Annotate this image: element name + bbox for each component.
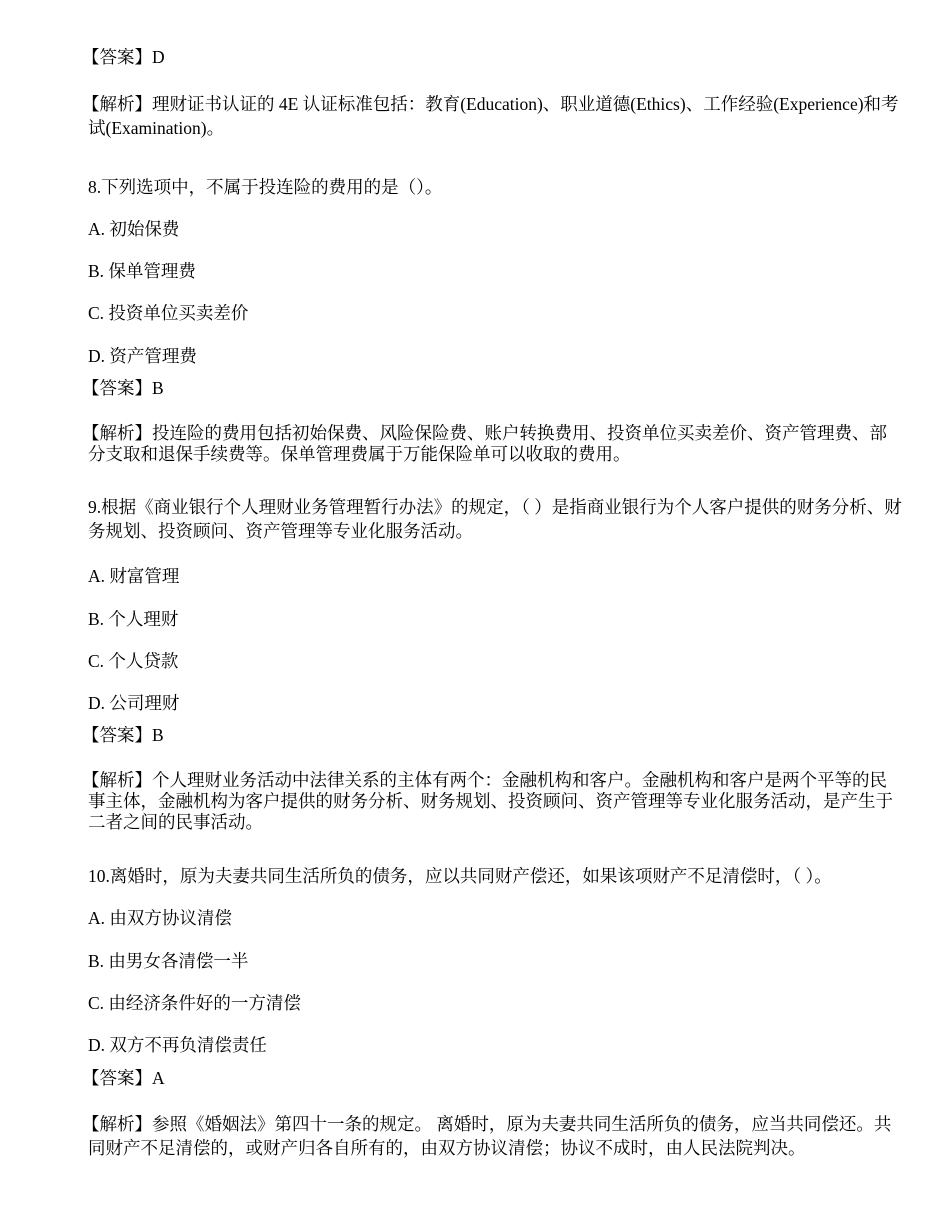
q9-analysis: 【解析】个人理财业务活动中法律关系的主体有两个：金融机构和客户。金融机构和客户是两个平等的民事主体，金融机构为客户提供的财务分析、财务规划、投资顾问、资产管理等专业化服务活动，是产生于二者之间的民事活动。 — [82, 770, 893, 832]
q8-answer: 【答案】B — [82, 378, 164, 398]
q9-option-b: B. 个人理财 — [88, 609, 179, 629]
q7-analysis: 【解析】理财证书认证的 4E 认证标准包括：教育(Education)、职业道德(Ethics)、工作经验(Experience)和考试(Examination)。 — [82, 94, 899, 138]
q10-option-d: D. 双方不再负清偿责任 — [88, 1035, 267, 1055]
q10-answer: 【答案】A — [82, 1068, 165, 1088]
q10-option-b: B. 由男女各清偿一半 — [88, 951, 249, 971]
q10-option-a: A. 由双方协议清偿 — [88, 908, 232, 928]
q8-question: 8.下列选项中，不属于投连险的费用的是（）。 — [88, 177, 443, 197]
q10-analysis: 【解析】参照《婚姻法》第四十一条的规定。 离婚时，原为夫妻共同生活所负的债务，应当共同偿还。共同财产不足清偿的，或财产归各自所有的，由双方协议清偿；协议不成时，由人民法院判决。 — [82, 1114, 892, 1158]
q10-option-c: C. 由经济条件好的一方清偿 — [88, 993, 301, 1013]
q8-option-b: B. 保单管理费 — [88, 261, 196, 281]
q9-question: 9.根据《商业银行个人理财业务管理暂行办法》的规定，（ ）是指商业银行为个人客户提供的财务分析、财务规划、投资顾问、资产管理等专业化服务活动。 — [88, 497, 902, 541]
q7-answer: 【答案】D — [82, 47, 165, 67]
q10-question: 10.离婚时，原为夫妻共同生活所负的债务，应以共同财产偿还，如果该项财产不足清偿时，（ ）。 — [88, 866, 832, 886]
q9-option-a: A. 财富管理 — [88, 566, 180, 586]
q8-option-a: A. 初始保费 — [88, 219, 180, 239]
q8-analysis: 【解析】投连险的费用包括初始保费、风险保险费、账户转换费用、投资单位买卖差价、资产管理费、部分支取和退保手续费等。保单管理费属于万能保险单可以收取的费用。 — [82, 423, 887, 464]
q9-option-d: D. 公司理财 — [88, 693, 180, 713]
q8-option-c: C. 投资单位买卖差价 — [88, 303, 249, 323]
q9-answer: 【答案】B — [82, 725, 164, 745]
q9-option-c: C. 个人贷款 — [88, 651, 179, 671]
q8-option-d: D. 资产管理费 — [88, 346, 197, 366]
